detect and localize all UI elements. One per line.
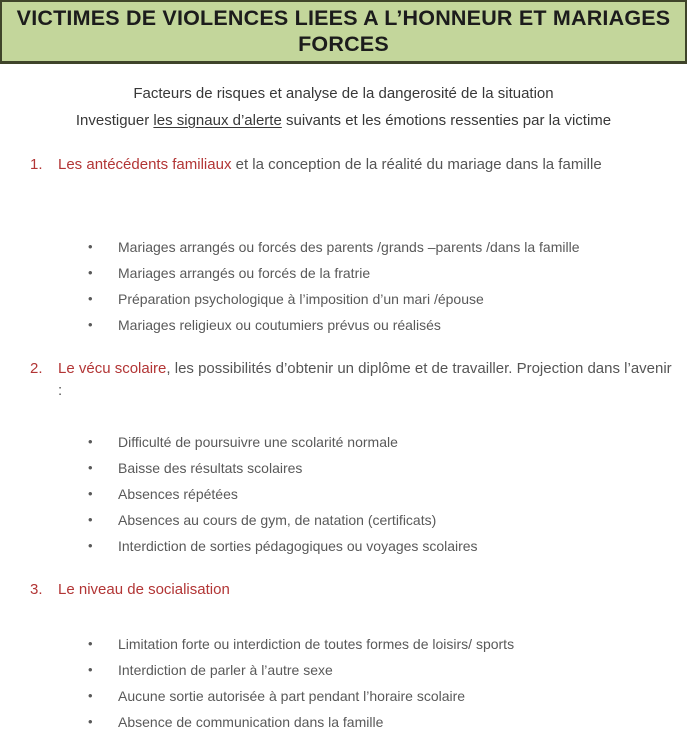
list-item-text: Limitation forte ou interdiction de toutes formes de loisirs/ sports <box>118 636 515 652</box>
list-item-text: Difficulté de poursuivre une scolarité normale <box>118 434 398 450</box>
bullet-icon: • <box>88 486 93 501</box>
section-1-number: 1. <box>30 156 43 173</box>
bullet-icon: • <box>88 265 93 280</box>
list-item <box>88 683 667 709</box>
list-item <box>88 429 667 455</box>
section-2-heading <box>30 358 675 402</box>
list-item-text: Interdiction de parler à l’autre sexe <box>118 662 333 678</box>
section-2-bullet-list <box>88 429 667 559</box>
section-3-bullet-list <box>88 631 667 735</box>
list-item <box>88 631 667 657</box>
section-1-heading <box>30 154 675 176</box>
list-item <box>88 234 667 260</box>
bullet-icon: • <box>88 434 93 449</box>
page-title-line-2: FORCES <box>298 32 389 56</box>
list-item-text: Préparation psychologique à l’imposition d’un mari /épouse <box>118 291 484 307</box>
section-3-number: 3. <box>30 581 43 598</box>
list-item <box>88 533 667 559</box>
section-2-text <box>58 358 675 402</box>
section-2-lead: Le vécu scolaire <box>58 360 167 377</box>
bullet-icon: • <box>88 662 93 677</box>
page-title-line-1: VICTIMES DE VIOLENCES LIEES A L’HONNEUR ET MARIAGES <box>16 6 671 30</box>
bullet-icon: • <box>88 512 93 527</box>
list-item-text: Mariages arrangés ou forcés de la fratrie <box>118 265 371 281</box>
section-1-lead: Les antécédents familiaux <box>58 156 232 173</box>
list-item <box>88 709 667 735</box>
list-item <box>88 260 667 286</box>
list-item-text: Absence de communication dans la famille <box>118 714 384 730</box>
list-item-text: Absences répétées <box>118 486 238 502</box>
bullet-icon: • <box>88 688 93 703</box>
intro-line-2-prefix: Investiguer <box>75 112 154 129</box>
bullet-icon: • <box>88 636 93 651</box>
bullet-icon: • <box>88 714 93 729</box>
list-item-text: Aucune sortie autorisée à part pendant l’horaire scolaire <box>118 688 466 704</box>
list-item <box>88 286 667 312</box>
bullet-icon: • <box>88 291 93 306</box>
list-item <box>88 455 667 481</box>
list-item <box>88 481 667 507</box>
list-item <box>88 507 667 533</box>
section-1-bullet-list <box>88 234 667 338</box>
bullet-icon: • <box>88 317 93 332</box>
intro-block <box>0 80 687 134</box>
list-item <box>88 657 667 683</box>
section-1-rest: et la conception de la réalité du mariage dans la famille <box>231 156 602 173</box>
list-item-text: Mariages arrangés ou forcés des parents /grands –parents /dans la famille <box>118 239 580 255</box>
list-item-text: Baisse des résultats scolaires <box>118 460 303 476</box>
section-2-number: 2. <box>30 360 43 377</box>
list-item-text: Absences au cours de gym, de natation (certificats) <box>118 512 437 528</box>
section-1-text <box>58 154 602 176</box>
list-item-text: Interdiction de sorties pédagogiques ou voyages scolaires <box>118 538 478 554</box>
title-banner <box>0 0 687 64</box>
section-3-heading <box>30 579 675 601</box>
section-3-lead: Le niveau de socialisation <box>58 581 230 598</box>
section-3-text <box>58 579 230 601</box>
intro-line-2 <box>0 107 687 134</box>
list-item <box>88 312 667 338</box>
underlined-phrase: les signaux d’alerte <box>153 112 282 129</box>
intro-line-2-suffix: suivants et les émotions ressenties par la victime <box>281 112 612 129</box>
bullet-icon: • <box>88 460 93 475</box>
bullet-icon: • <box>88 538 93 553</box>
section-2-rest: , les possibilités d’obtenir un diplôme et de travailler. Projection dans l’avenir : <box>58 360 672 399</box>
intro-line-1: Facteurs de risques et analyse de la dangerosité de la situation <box>133 85 554 102</box>
bullet-icon: • <box>88 239 93 254</box>
list-item-text: Mariages religieux ou coutumiers prévus ou réalisés <box>118 317 441 333</box>
